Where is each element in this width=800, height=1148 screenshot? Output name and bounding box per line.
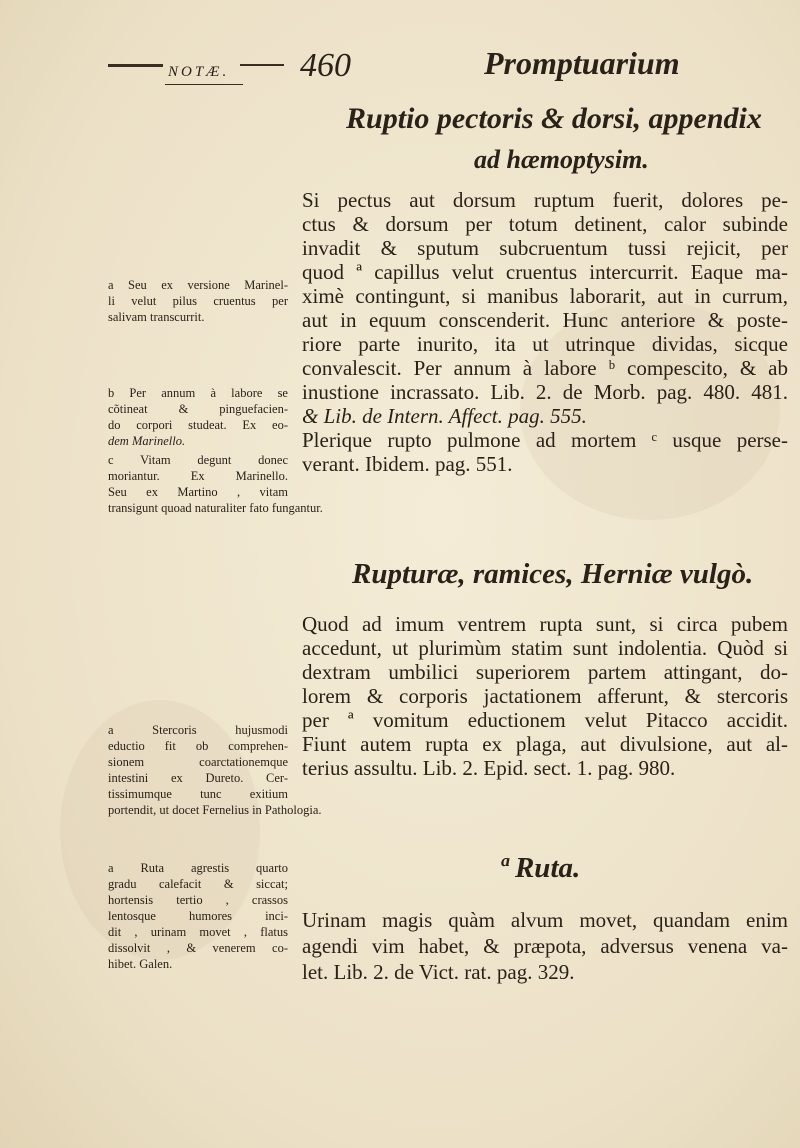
margin-note-line: a Ruta agrestis quarto: [108, 861, 288, 875]
main-text-line: riore parte inurito, ita ut utrinque dividas, sicque: [302, 332, 788, 356]
header-rule-right: [240, 64, 284, 66]
margin-note-line: transigunt quoad naturaliter fato fungantur.: [108, 501, 323, 515]
margin-note-line: hibet. Galen.: [108, 957, 173, 971]
main-text-line: ctus & dorsum per totum detinent, calor subinde: [302, 212, 788, 236]
margin-note-line: cõtineat & pinguefacien-: [108, 402, 288, 416]
main-text-line: convalescit. Per annum à labore ᵇ compescito, & ab: [302, 356, 788, 380]
margin-note-line: gradu calefacit & siccat;: [108, 877, 288, 891]
header-rule-left: [108, 64, 163, 67]
main-text-line: dextram umbilici superiorem partem attingant, do-: [302, 660, 788, 684]
main-text-line: inustione incrassato. Lib. 2. de Morb. pag. 480. 481.: [302, 380, 788, 404]
running-title: Promptuarium: [484, 45, 680, 81]
margin-note-line: tissimumque tunc exitium: [108, 787, 288, 801]
margin-note-line: dissolvit , & venerem co-: [108, 941, 288, 955]
main-text-line: per ª vomitum eductionem velut Pitacco accidit.: [302, 708, 788, 732]
section-title-ruptio: Ruptio pectoris & dorsi, appendix: [346, 102, 762, 135]
margin-note-line: do corpori studeat. Ex eo-: [108, 418, 288, 432]
margin-note-line: moriantur. Ex Marinello.: [108, 469, 288, 483]
margin-note-line: salivam transcurrit.: [108, 310, 205, 324]
main-text-line: ximè contingunt, si manibus laborarit, aut in currum,: [302, 284, 788, 308]
main-text-line: verant. Ibidem. pag. 551.: [302, 452, 513, 476]
margin-note-line: lentosque humores inci-: [108, 909, 288, 923]
section-title-ruptura: Rupturæ, ramices, Herniæ vulgò.: [352, 558, 754, 590]
margin-note-line: dem Marinello.: [108, 434, 186, 448]
margin-note-line: a Stercoris hujusmodi: [108, 723, 288, 737]
section-subtitle-ruptio: ad hæmoptysim.: [474, 145, 649, 174]
margin-note-line: intestini ex Dureto. Cer-: [108, 771, 288, 785]
notae-underline: [165, 84, 243, 85]
margin-note-line: sionem coarctationemque: [108, 755, 288, 769]
main-text-line: lorem & corporis jactationem afferunt, & stercoris: [302, 684, 788, 708]
section-title-ruta: ª Ruta.: [500, 852, 581, 884]
main-text-line: Si pectus aut dorsum ruptum fuerit, dolores pe-: [302, 188, 788, 212]
margin-note-line: a Seu ex versione Marinel-: [108, 278, 288, 292]
notae-label: NOTÆ.: [168, 64, 230, 80]
page-number: 460: [300, 47, 351, 84]
margin-note-line: b Per annum à labore se: [108, 386, 288, 400]
main-text-line: Plerique rupto pulmone ad mortem ᶜ usque perse-: [302, 428, 788, 452]
margin-note-line: Seu ex Martino , vitam: [108, 485, 288, 499]
main-text-line: agendi vim habet, & præpota, adversus venena va-: [302, 934, 788, 958]
main-text-line: let. Lib. 2. de Vict. rat. pag. 329.: [302, 960, 575, 984]
main-text-line: Fiunt autem rupta ex plaga, aut divulsione, aut al-: [302, 732, 788, 756]
main-text-line: terius assultu. Lib. 2. Epid. sect. 1. pag. 980.: [302, 756, 676, 780]
main-text-line: & Lib. de Intern. Affect. pag. 555.: [302, 404, 587, 428]
main-text-line: Urinam magis quàm alvum movet, quandam enim: [302, 908, 788, 932]
main-text-line: accedunt, ut plurimùm statim sunt indolentia. Quòd si: [302, 636, 788, 660]
main-text-line: Quod ad imum ventrem rupta sunt, si circa pubem: [302, 612, 788, 636]
margin-note-line: portendit, ut docet Fernelius in Pathologia.: [108, 803, 322, 817]
main-text-line: quod ª capillus velut cruentus intercurrit. Eaque ma-: [302, 260, 788, 284]
margin-note-line: c Vitam degunt donec: [108, 453, 288, 467]
margin-note-line: li velut pilus cruentus per: [108, 294, 288, 308]
main-text-line: invadit & sputum subcruentum tussi rejicit, per: [302, 236, 788, 260]
margin-note-line: dit , urinam movet , flatus: [108, 925, 288, 939]
margin-note-line: hortensis tertio , crassos: [108, 893, 288, 907]
margin-note-line: eductio fit ob comprehen-: [108, 739, 288, 753]
main-text-line: aut in equum conscenderit. Hunc anteriore & poste-: [302, 308, 788, 332]
